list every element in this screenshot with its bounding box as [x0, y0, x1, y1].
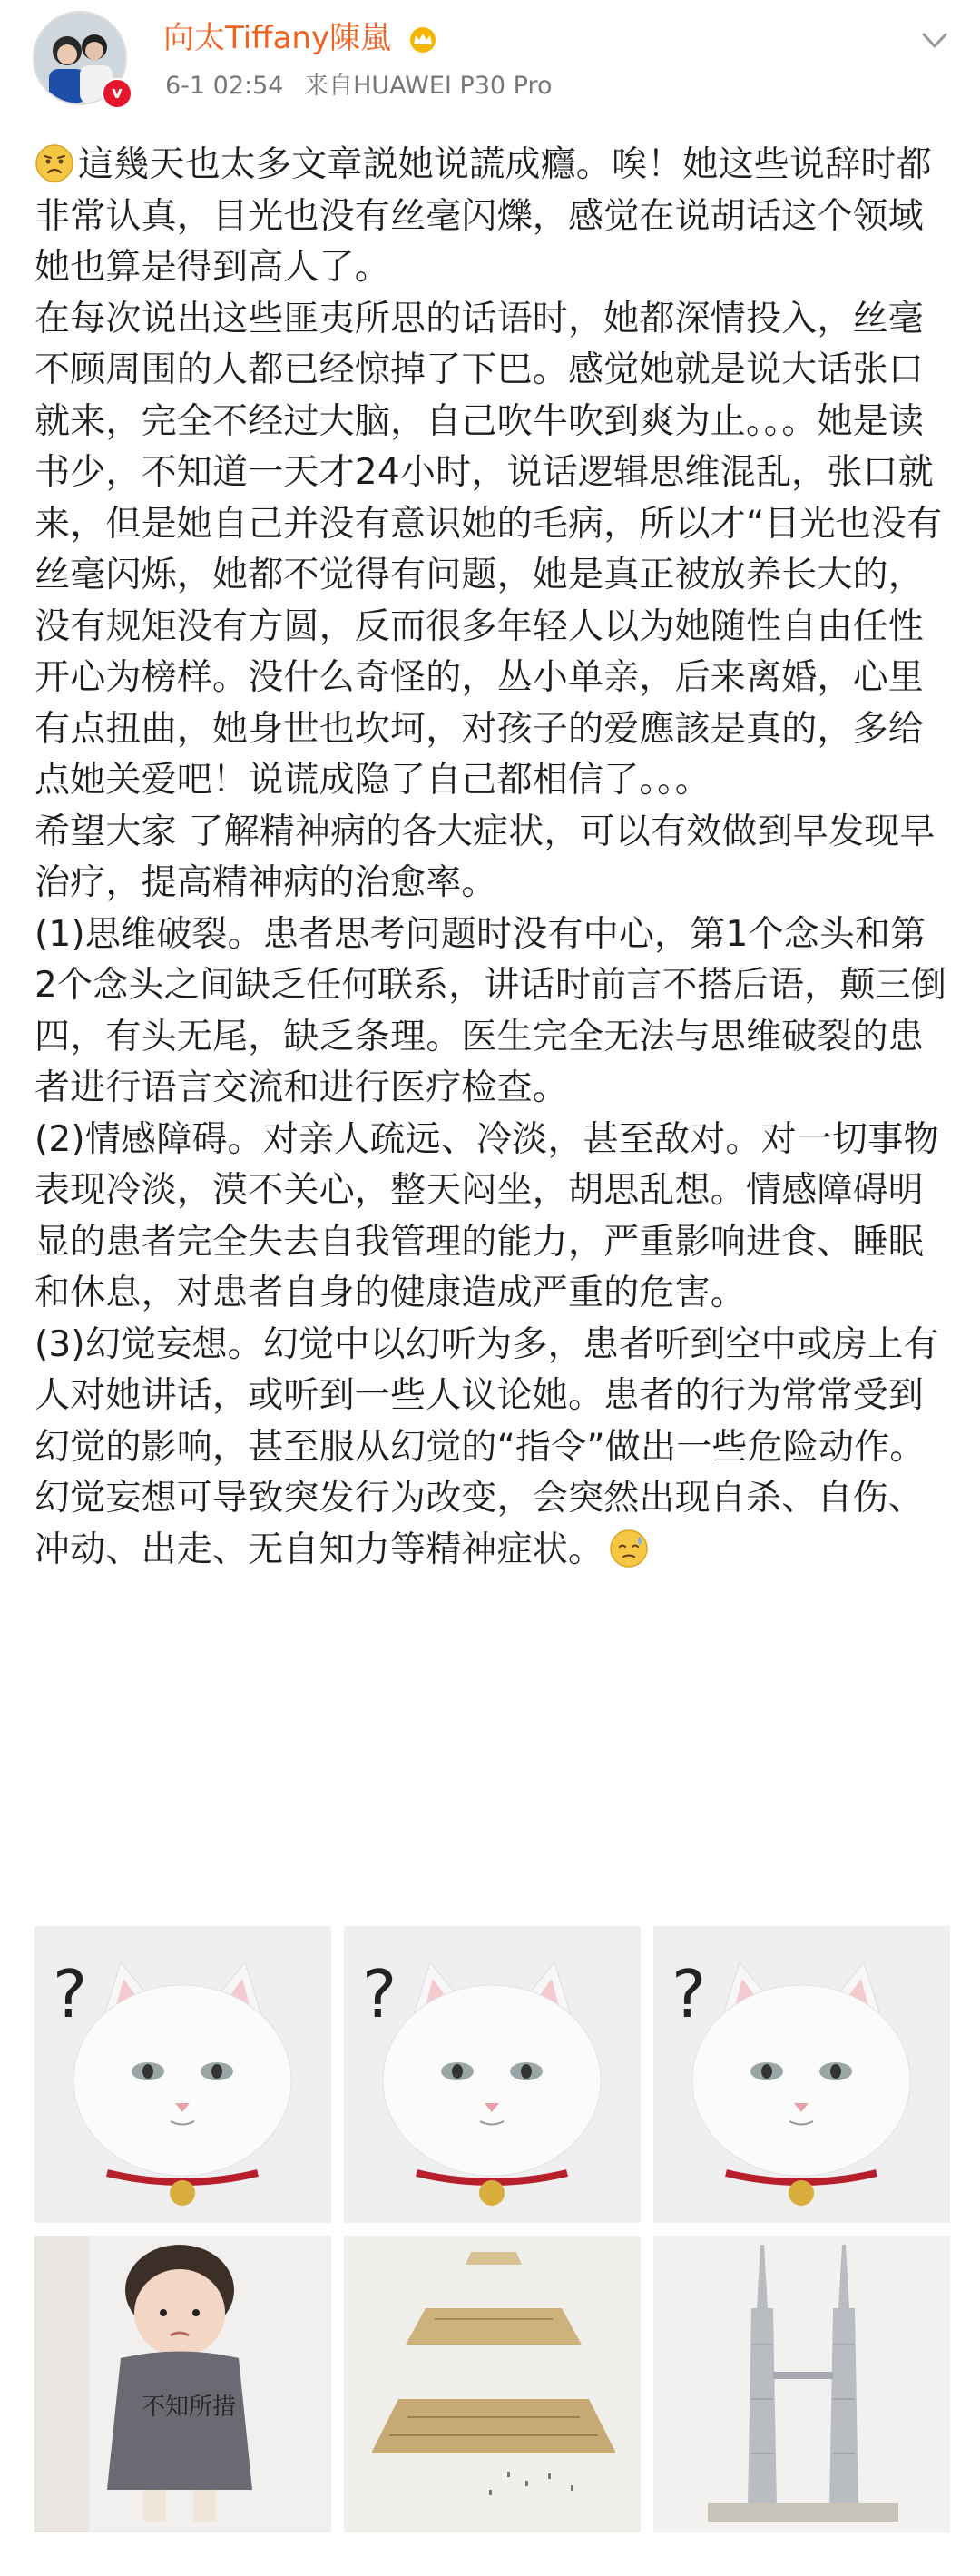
pyramid-image[interactable] — [344, 2236, 641, 2532]
post-header — [0, 0, 980, 136]
post-content — [34, 140, 947, 1576]
cat-image-3[interactable] — [653, 1926, 950, 2223]
cat-image-2[interactable] — [344, 1926, 641, 2223]
username-text: 向太Tiffany陳嵐 — [163, 20, 392, 56]
chevron-down-icon[interactable] — [916, 22, 953, 58]
paragraph-1-text: 這幾天也太多文章説她说謊成癮。唉！她这些说辞时都非常认真，目光也没有丝毫闪爍，感觉在说胡话这个领域她也算是得到高人了。 — [34, 144, 932, 288]
svg-text:?: ? — [671, 1956, 707, 2032]
paragraph-6-text: (3)幻觉妄想。幻觉中以幻听为多，患者听到空中或房上有人对她讲话，或听到一些人议论她。患者的行为常常受到幻觉的影响，甚至服从幻觉的“指令”做出一些危险动作。幻觉妄想可导致突发行为改变，会突然出现自杀、自伤、冲动、出走、无自知力等精神症状。 — [34, 1323, 939, 1570]
cat-image-1[interactable] — [34, 1926, 331, 2223]
paragraph-2: 在每次说出这些匪夷所思的话语时，她都深情投入，丝毫不顾周围的人都已经惊掉了下巴。感觉她就是说大话张口就来，完全不经过大脑，自己吹牛吹到爽为止。。。她是读书少，不知道一天才24小时，说话逻辑思维混乱，张口就来，但是她自己并没有意识她的毛病，所以才“目光也没有丝毫闪烁，她都不觉得有问题，她是真正被放养长大的，没有规矩没有方圆，反而很多年轻人以为她随性自由任性开心为榜样。没什么奇怪的，丛小单亲，后来离婚，心里有点扭曲，她身世也坎坷，对孩子的爱應該是真的，多给点她关爱吧！说谎成隐了自己都相信了。。。 — [34, 298, 943, 801]
image-grid — [34, 1926, 951, 2536]
post-meta — [165, 65, 565, 101]
username[interactable] — [163, 13, 439, 57]
paragraph-3: 希望大家 了解精神病的各大症状，可以有效做到早发现早治疗，提高精神病的治愈率。 — [34, 811, 936, 903]
child-caption: 不知所措 — [142, 2394, 237, 2421]
child-image[interactable] — [34, 2236, 331, 2532]
paragraph-6 — [34, 1320, 947, 1577]
post-time: 6-1 02:54 — [165, 72, 284, 100]
svg-text:?: ? — [53, 1956, 88, 2032]
svg-text:?: ? — [362, 1956, 397, 2032]
sweat-face-emoji-icon — [609, 1529, 649, 1568]
paragraph-1 — [34, 140, 947, 294]
post-source: 来自HUAWEI P30 Pro — [304, 72, 553, 100]
paragraph-5: (2)情感障碍。对亲人疏远、冷淡，甚至敌对。对一切事物表现冷淡，漠不关心，整天闷坐，胡思乱想。情感障碍明显的患者完全失去自我管理的能力，严重影响进食、睡眠和休息，对患者自身的健康造成严重的危害。 — [34, 1118, 939, 1313]
paragraph-4: (1)思维破裂。患者思考问题时没有中心，第1个念头和第2个念头之间缺乏任何联系，讲话时前言不搭后语，颠三倒四，有头无尾，缺乏条理。医生完全无法与思维破裂的患者进行语言交流和进行医疗检查。 — [34, 913, 947, 1108]
verified-badge-icon: v — [102, 78, 132, 109]
crown-icon — [407, 26, 439, 54]
towers-image[interactable] — [653, 2236, 950, 2532]
worried-face-emoji-icon — [34, 143, 74, 183]
